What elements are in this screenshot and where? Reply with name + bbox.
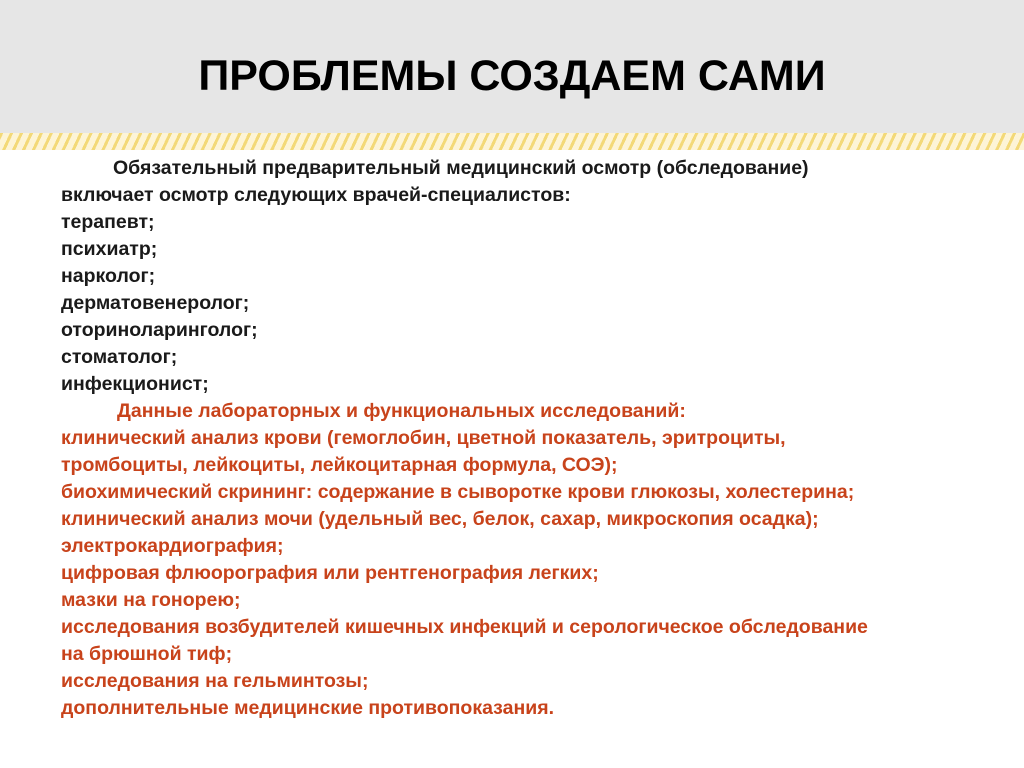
specialist-item: нарколог;: [61, 265, 156, 287]
lab-item-line: исследования возбудителей кишечных инфекций и серологическое обследование: [61, 616, 868, 638]
slide-title: ПРОБЛЕМЫ СОЗДАЕМ САМИ: [198, 52, 826, 100]
lab-heading: Данные лабораторных и функциональных исследований:: [117, 400, 686, 422]
lab-item-line: на брюшной тиф;: [61, 643, 233, 665]
intro-line-1: Обязательный предварительный медицинский осмотр (обследование): [113, 157, 809, 179]
decorative-stripe: [0, 133, 1024, 150]
intro-line-2: включает осмотр следующих врачей-специалистов:: [61, 184, 571, 206]
lab-item-line: исследования на гельминтозы;: [61, 670, 369, 692]
specialist-item: дерматовенеролог;: [61, 292, 250, 314]
lab-item-line: клинический анализ крови (гемоглобин, цветной показатель, эритроциты,: [61, 427, 786, 449]
lab-item-line: дополнительные медицинские противопоказания.: [61, 697, 555, 719]
lab-item-line: цифровая флюорография или рентгенография легких;: [61, 562, 599, 584]
lab-item-line: мазки на гонорею;: [61, 589, 241, 611]
lab-item-line: тромбоциты, лейкоциты, лейкоцитарная формула, СОЭ);: [61, 454, 618, 476]
slide-body: [61, 155, 1011, 722]
specialist-item: стоматолог;: [61, 346, 178, 368]
lab-item-line: клинический анализ мочи (удельный вес, белок, сахар, микроскопия осадка);: [61, 508, 819, 530]
specialist-item: психиатр;: [61, 238, 158, 260]
specialist-item: оториноларинголог;: [61, 319, 258, 341]
specialist-item: инфекционист;: [61, 373, 209, 395]
lab-item-line: электрокардиография;: [61, 535, 284, 557]
lab-item-line: биохимический скрининг: содержание в сыворотке крови глюкозы, холестерина;: [61, 481, 855, 503]
title-header-band: [0, 0, 1024, 133]
specialist-item: терапевт;: [61, 211, 155, 233]
